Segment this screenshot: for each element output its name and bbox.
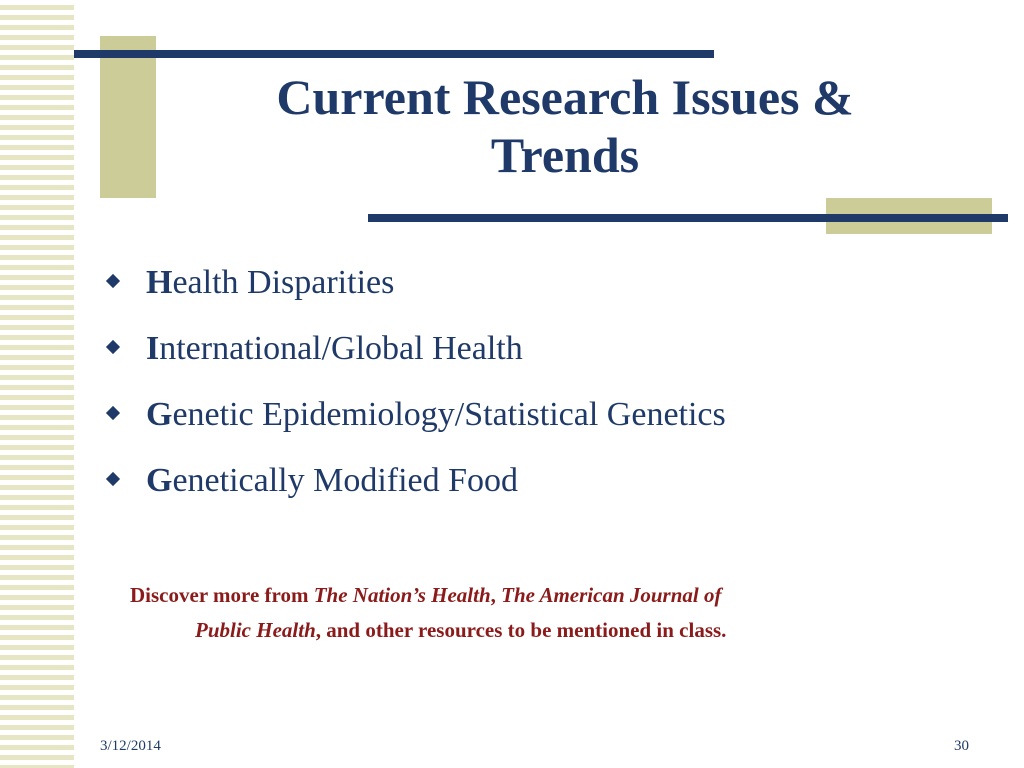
- note-prefix: Discover more from: [130, 583, 314, 607]
- note-suffix: , and other resources to be mentioned in class.: [315, 618, 727, 642]
- title-line-1: Current Research Issues &: [276, 69, 854, 125]
- slide-title: [160, 68, 970, 184]
- title-line-2: Trends: [490, 127, 640, 183]
- resource-note: [130, 578, 950, 648]
- bullet-list: [100, 258, 726, 522]
- decorative-rule-bottom: [368, 214, 1008, 222]
- bullet-item: [100, 456, 726, 522]
- bullet-item: [100, 258, 726, 324]
- bullet-text: ealth Disparities: [172, 264, 395, 301]
- note-separator: ,: [490, 583, 502, 607]
- diamond-bullet-icon: [106, 340, 120, 354]
- bullet-text: enetic Epidemiology/Statistical Genetics: [172, 396, 726, 433]
- bullet-text: enetically Modified Food: [172, 462, 519, 499]
- source-nations-health: The Nation’s Health: [313, 583, 491, 607]
- bullet-item: [100, 390, 726, 456]
- striped-sidebar: [0, 0, 74, 768]
- bullet-initial: H: [146, 264, 173, 301]
- decorative-rule-top: [74, 50, 714, 58]
- source-ajph-part1: The American Journal of: [501, 583, 722, 607]
- bullet-initial: G: [146, 396, 173, 433]
- bullet-initial: G: [146, 462, 173, 499]
- diamond-bullet-icon: [106, 274, 120, 288]
- diamond-bullet-icon: [106, 406, 120, 420]
- source-ajph-part2: Public Health: [195, 618, 316, 642]
- bullet-text: nternational/Global Health: [159, 330, 523, 367]
- bullet-initial: I: [146, 330, 160, 367]
- bullet-item: [100, 324, 726, 390]
- diamond-bullet-icon: [106, 472, 120, 486]
- slide-number: 30: [954, 738, 969, 754]
- footer-date: 3/12/2014: [100, 738, 161, 754]
- decorative-square-top: [100, 36, 156, 198]
